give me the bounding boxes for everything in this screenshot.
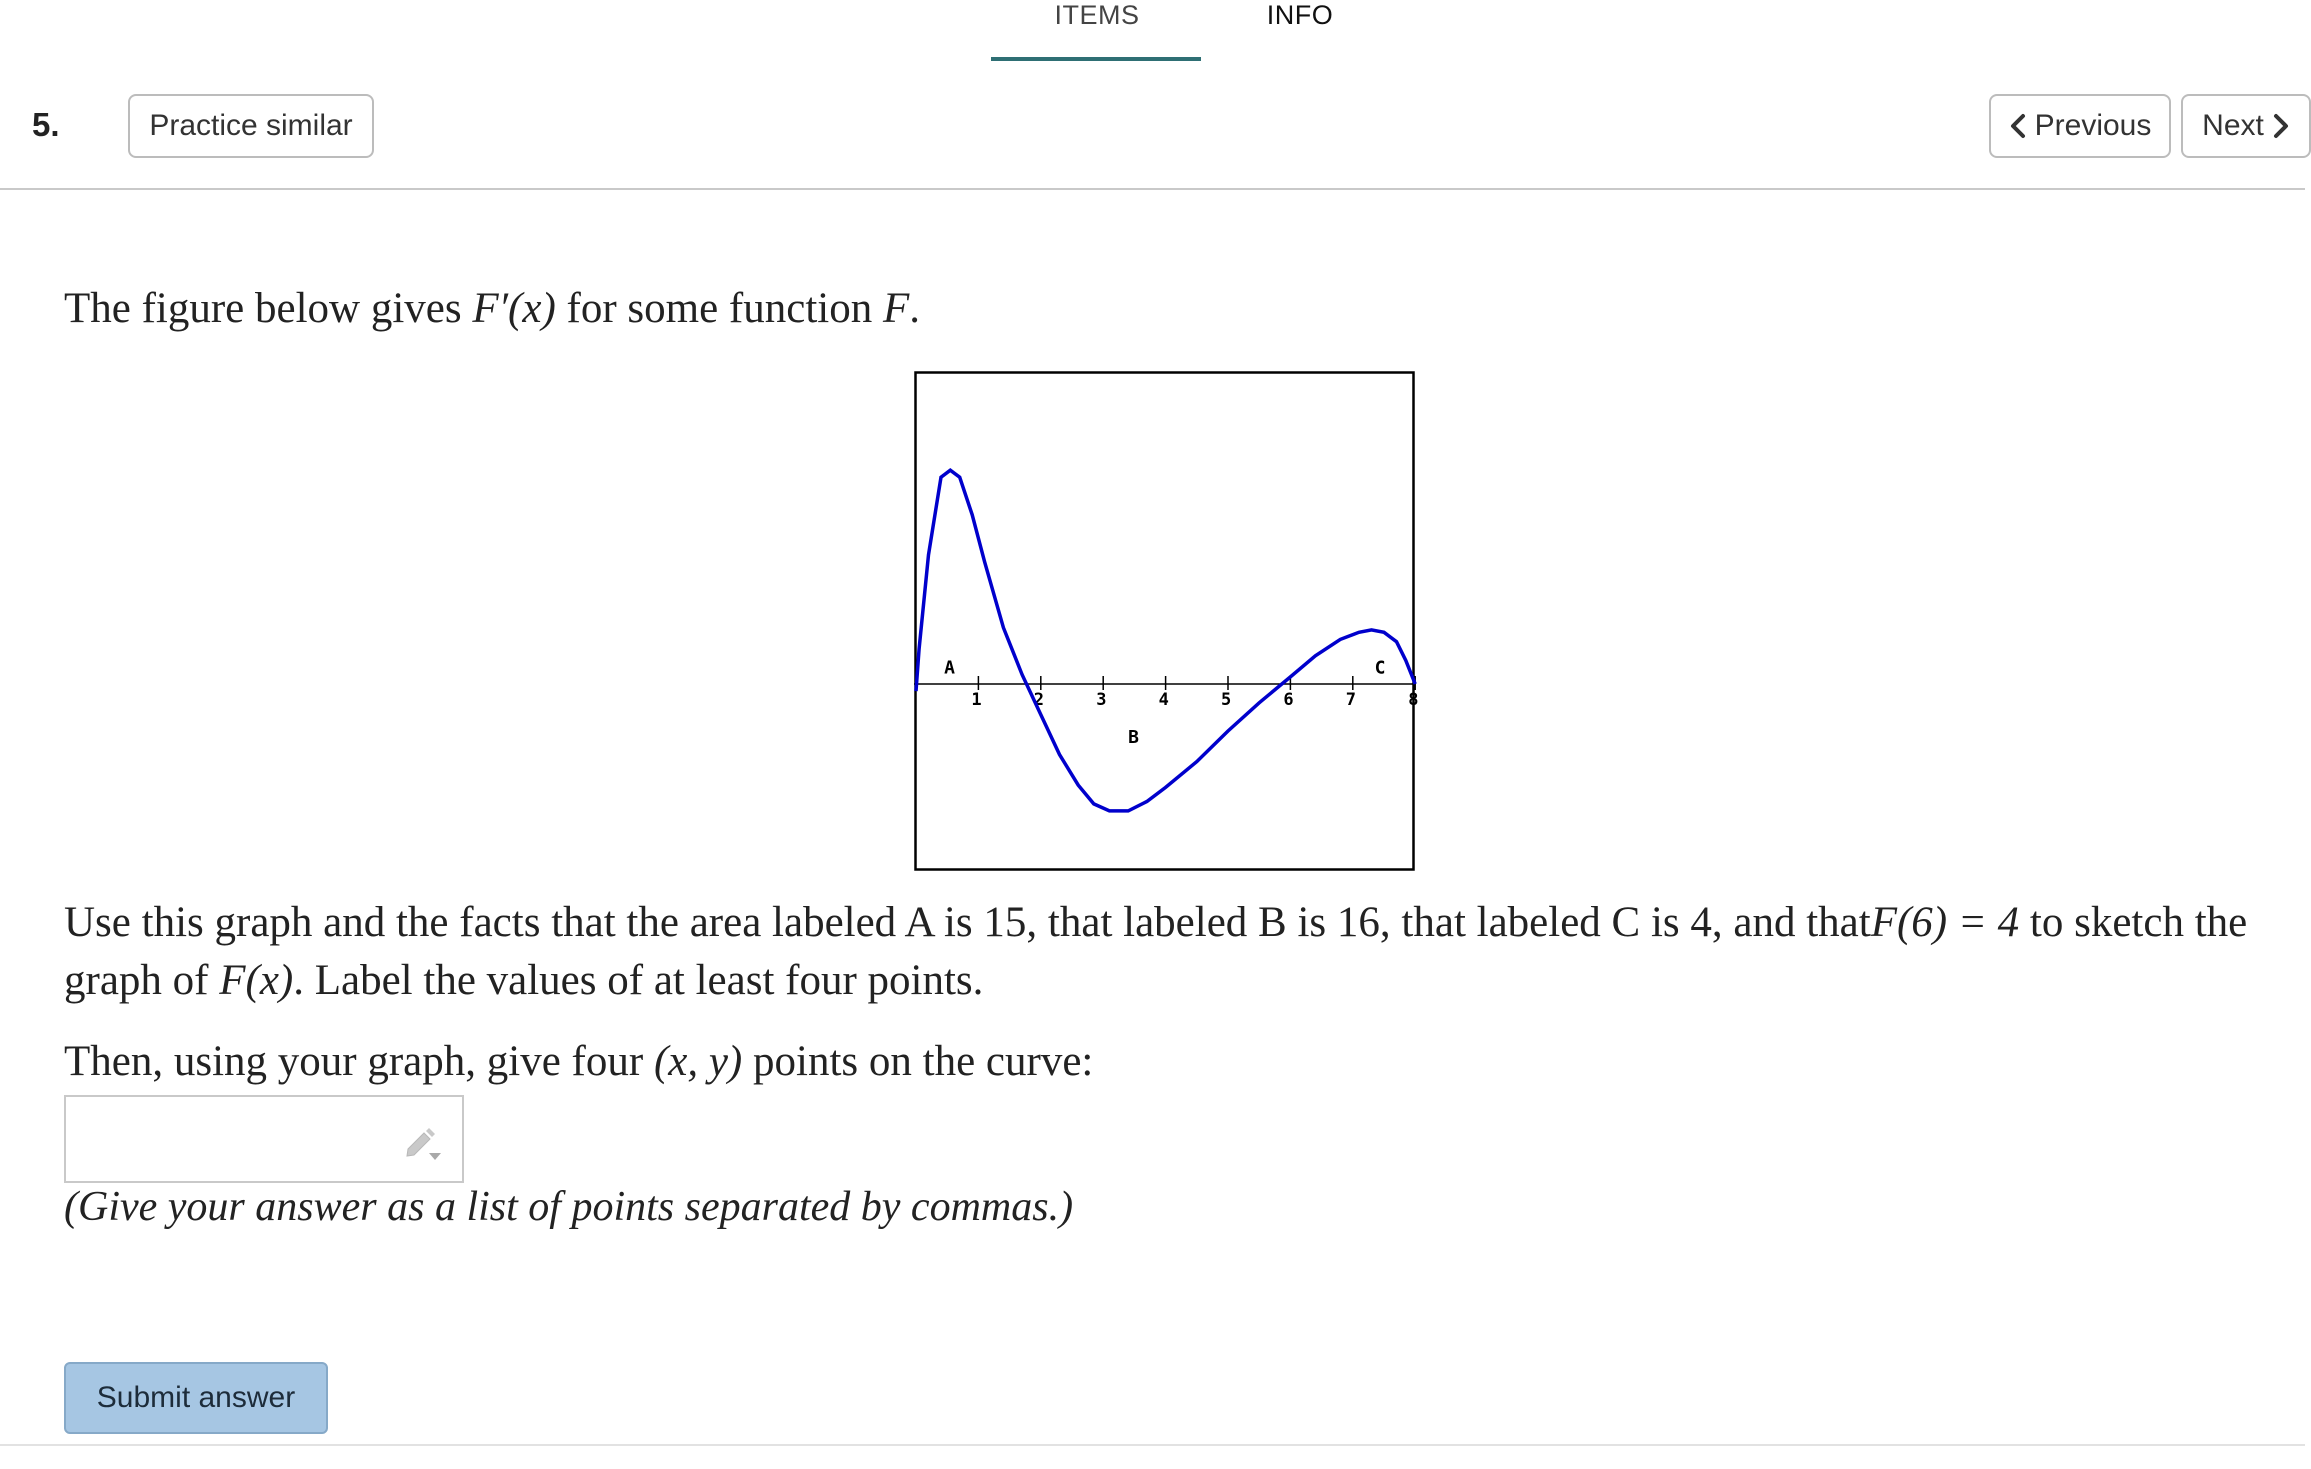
- tab-info[interactable]: INFO: [1266, 0, 1334, 30]
- sketch-text-b: . Label the values of at least four points.: [293, 957, 984, 1004]
- region-label-a: A: [944, 657, 955, 679]
- next-label: Next: [2202, 109, 2264, 142]
- answer-hint: (Give your answer as a list of points separated by commas.): [64, 1184, 1074, 1230]
- facts-math: F(6) = 4: [1870, 899, 2020, 946]
- derivative-graph: [914, 371, 1419, 871]
- sketch-text-a: graph of: [64, 957, 220, 1004]
- x-tick-label: 1: [971, 690, 982, 710]
- x-tick-label: 3: [1096, 690, 1107, 710]
- x-tick-label: 6: [1283, 690, 1294, 710]
- x-tick-label: 4: [1158, 690, 1169, 710]
- answer-input[interactable]: [64, 1095, 464, 1183]
- header-divider: [0, 188, 2305, 190]
- x-tick-label: 7: [1345, 690, 1357, 710]
- question-sketch-instruction: [64, 956, 983, 1005]
- footer-divider: [0, 1444, 2305, 1446]
- practice-similar-button[interactable]: [128, 94, 374, 158]
- x-tick-label: 8: [1408, 690, 1419, 710]
- intro-math-function: F: [882, 285, 910, 332]
- previous-button[interactable]: [1989, 94, 2171, 158]
- facts-text-a: Use this graph and the facts that the area labeled A is 15, that labeled B is 16, that labeled C is 4, and that: [64, 899, 1871, 946]
- question-points-prompt: [64, 1037, 1093, 1086]
- question-facts: [64, 898, 2247, 947]
- prompt-text-a: Then, using your graph, give four: [64, 1038, 654, 1085]
- question-number: 5.: [32, 106, 60, 143]
- x-tick-label: 2: [1033, 690, 1045, 710]
- previous-label: Previous: [2034, 109, 2152, 142]
- intro-text-a: The figure below gives: [64, 285, 473, 332]
- tab-items[interactable]: ITEMS: [1054, 0, 1140, 30]
- chevron-right-icon: [2272, 113, 2290, 139]
- tab-bar: [0, 0, 2305, 66]
- intro-text-b: for some function: [555, 285, 883, 332]
- intro-math-derivative: F′(x): [472, 285, 556, 332]
- question-intro: [64, 284, 920, 333]
- region-label-b: B: [1128, 726, 1140, 748]
- active-tab-indicator: [991, 57, 1201, 61]
- submit-label: Submit answer: [96, 1381, 296, 1414]
- sketch-math: F(x): [219, 957, 294, 1004]
- facts-text-b: to sketch the: [2019, 899, 2248, 946]
- prompt-math: (x, y): [653, 1038, 743, 1085]
- chevron-left-icon: [2009, 113, 2027, 139]
- submit-answer-button[interactable]: [64, 1362, 328, 1434]
- next-button[interactable]: [2181, 94, 2311, 158]
- pencil-icon[interactable]: [402, 1123, 442, 1163]
- x-tick-label: 5: [1221, 690, 1232, 710]
- region-label-c: C: [1374, 657, 1386, 679]
- prompt-text-b: points on the curve:: [742, 1038, 1094, 1085]
- practice-similar-label: Practice similar: [149, 109, 353, 142]
- intro-text-c: .: [909, 285, 921, 332]
